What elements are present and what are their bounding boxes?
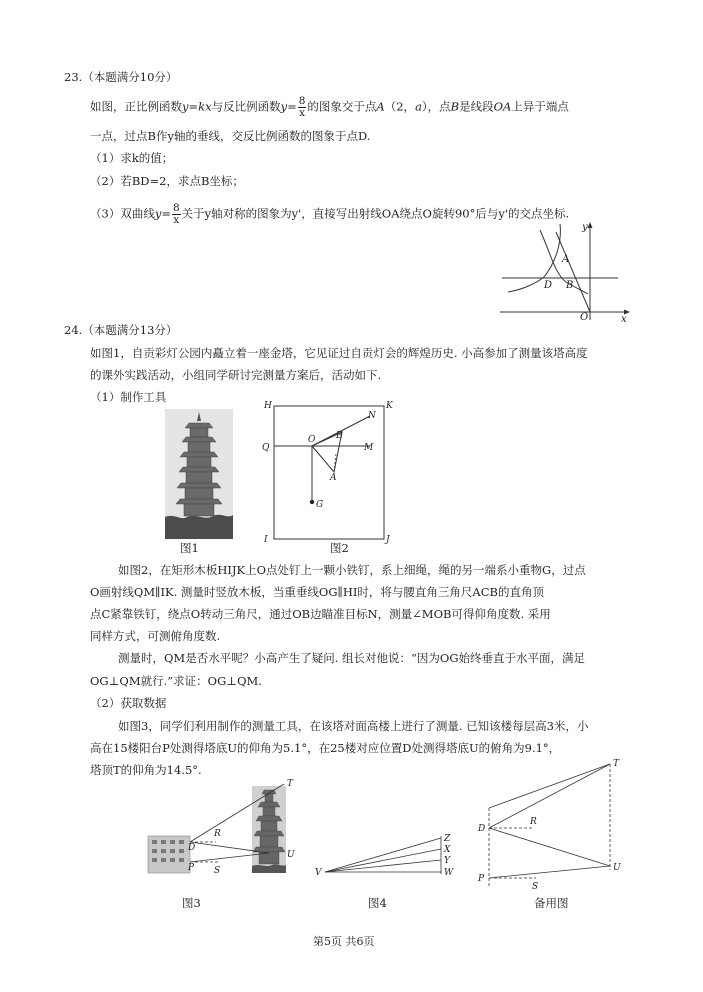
q24-header: 24.（本题满分13分） [64,323,178,337]
fig5-label-u: U [613,863,621,873]
q24-text-9: 塔顶T的仰角为14.5°. [90,763,202,777]
fig3-caption: 图3 [182,896,201,910]
q24-intro-1: 如图1，自贡彩灯公园内矗立着一座金塔，它见证过自贡灯会的辉煌历史. 小高参加了测量该塔高度 [90,346,588,360]
label-b: B [336,431,343,441]
fig2-caption: 图2 [330,541,349,555]
q23-coordinate-figure [500,222,630,325]
fig4-label-w: W [444,868,454,878]
label-a: A [330,473,337,483]
axis-label-y: y [582,222,588,233]
fig4-label-x: X [444,845,451,855]
fig5-spare-diagram [474,758,634,890]
label-i: I [264,535,268,545]
fig3-label-u: U [287,850,295,860]
label-q: Q [262,443,270,453]
q23-line2: 一点，过点B作y轴的垂线，交反比例函数的图象于点D. [90,129,371,143]
point-label-a: A [562,254,570,265]
measuring-board-figure [262,398,402,543]
q24-text-3: 点C紧靠铁钉，绕点O转动三角尺，通过OB边瞄准目标N，测量∠MOB可得仰角度数. 采用 [90,607,551,621]
fig3-label-t: T [287,779,294,789]
fig1-caption: 图1 [180,541,199,555]
page-footer: 第5页 共6页 [313,935,375,948]
point-label-o: O [580,312,589,323]
q24-text-7: 如图3，同学们利用制作的测量工具，在该塔对面高楼上进行了测量. 已知该楼每层高3米，小 [118,719,589,733]
fig3-label-s: S [214,866,221,876]
fig3-label-d: D [188,843,196,853]
fig4-label-y: Y [444,856,450,866]
label-n: N [368,411,376,421]
fig3-building-pagoda [148,780,308,875]
label-g: G [316,500,324,510]
fraction-8-over-x: $\frac{8}{x}$ [298,95,306,119]
q24-text-4: 同样方式，可测俯角度数. [90,629,221,643]
pagoda-icon [165,409,233,539]
fig3-label-p: P [188,863,195,873]
fig5-label-r: R [530,817,537,827]
q23-part1: （1）求k的值； [90,151,174,165]
fig5-label-s: S [532,882,539,892]
label-m: M [364,443,374,453]
label-k: K [386,401,393,411]
q24-text-2: O画射线QM∥IK. 测量时竖放木板，当重垂线OG∥HI时，将与腰直角三角尺ACB的直角顶 [90,585,544,599]
fig4-label-v: V [315,868,322,878]
q24-section-1: （1）制作工具 [90,390,167,404]
q24-intro-2: 的课外实践活动，小组同学研讨完测量方案后，活动如下. [90,368,382,382]
q23-part3: （3）双曲线y= $\frac{8}{x}$ 关于y轴对称的图象为y'，直接写出射线OA绕点O旋转90°后与y'的交点坐标. [90,202,570,226]
pagoda-photo [165,409,233,539]
fig3-label-r: R [214,829,221,839]
label-j: J [386,535,390,545]
fig5-label-d: D [478,824,486,834]
q23-line1: 如图，正比例函数y=kx与反比例函数y= $\frac{8}{x}$ 的图象交于点A（2，a），点B是线段OA上异于端点 [90,95,569,119]
q24-text-6: OG⊥QM就行.”求证：OG⊥QM. [90,674,262,688]
q24-text-5: 测量时，QM是否水平呢？小高产生了疑问. 组长对他说：“因为OG始终垂直于水平面，满足 [118,651,586,665]
q23-part2: （2）若BD=2，求点B坐标； [90,174,244,188]
q23-header: 23.（本题满分10分） [64,70,178,84]
fig5-label-p: P [478,874,485,884]
label-h: H [264,401,272,411]
q24-text-1: 如图2，在矩形木板HIJK上O点处钉上一颗小铁钉，系上细绳，绳的另一端系小重物G，过点 [118,563,586,577]
point-label-b: B [566,280,574,291]
point-label-d: D [544,280,553,291]
fraction-8-over-x-2: $\frac{8}{x}$ [172,202,180,226]
q24-section-2: （2）获取数据 [90,696,167,710]
fig5-label-t: T [613,759,620,769]
fig4-caption: 图4 [368,896,387,910]
fig5-caption: 备用图 [534,896,569,910]
fig4-angle-lines [313,832,458,882]
axis-label-x: x [621,314,627,325]
fig4-label-z: Z [444,834,451,844]
label-o: O [308,435,316,445]
q24-text-8: 高在15楼阳台P处测得塔底U的仰角为5.1°，在25楼对应位置D处测得塔底U的俯角为9.1°， [90,741,561,755]
